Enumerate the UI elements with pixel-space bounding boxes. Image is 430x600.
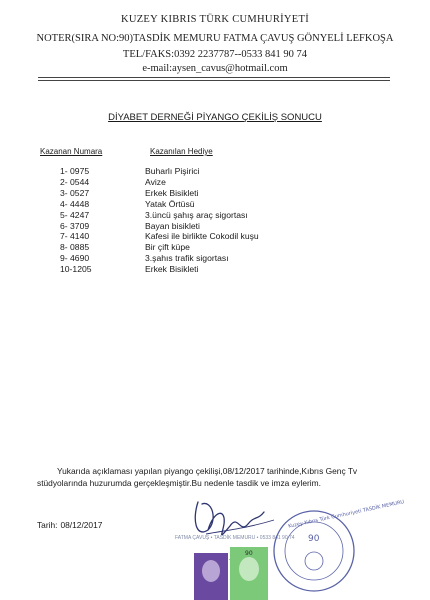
prize-name: Erkek Bisikleti <box>145 187 199 198</box>
prize-name: Kafesi ile birlikte Cokodil kuşu <box>145 231 259 242</box>
paragraph-line: Yukarıda açıklaması yapılan piyango çekilişi,08/12/2017 tarihinde,Kıbrıs Genç Tv <box>57 466 358 476</box>
document-date <box>37 520 102 530</box>
winning-number: 2- 0544 <box>60 176 90 187</box>
document-title: DİYABET DERNEĞİ PİYANGO ÇEKİLİŞ SONUCU <box>108 112 322 123</box>
seal-number: 90 <box>308 534 320 544</box>
fiscal-stamps <box>194 545 274 600</box>
winning-number: 7- 4140 <box>60 231 90 242</box>
date-label: Tarih: <box>37 520 58 530</box>
winning-number: 5- 4247 <box>60 209 90 220</box>
prize-name: Avize <box>145 176 166 187</box>
certification-paragraph <box>37 465 397 489</box>
winning-number: 4- 4448 <box>60 198 90 209</box>
column-header-number: Kazanan Numara <box>40 147 103 156</box>
letterhead-divider <box>38 77 390 78</box>
fiscal-stamp-number: 90 <box>245 550 253 557</box>
winning-number: 8- 0885 <box>60 242 90 253</box>
winning-number: 1- 0975 <box>60 166 90 176</box>
winning-number: 9- 4690 <box>60 253 90 264</box>
prize-name: Bayan bisikleti <box>145 220 200 231</box>
letterhead-notary: NOTER(SIRA NO:90)TASDİK MEMURU FATMA ÇAVUŞ GÖNYELİ LEFKOŞA <box>36 33 394 44</box>
prize-name: 3.şahıs trafik sigortası <box>145 253 229 264</box>
letterhead-country: KUZEY KIBRIS TÜRK CUMHURİYETİ <box>120 14 310 25</box>
letterhead-email: e-mail:aysen_cavus@hotmail.com <box>142 63 288 74</box>
date-value: 08/12/2017 <box>60 520 103 530</box>
winning-number: 6- 3709 <box>60 220 90 231</box>
prize-name: Bir çift küpe <box>145 242 190 253</box>
letterhead-divider <box>38 80 390 81</box>
prize-name: 3.üncü şahış araç sigortası <box>145 209 248 220</box>
letterhead-phone: TEL/FAKS:0392 2237787--0533 841 90 74 <box>122 49 308 60</box>
notary-stamp: FATMA ÇAVUŞ • TASDİK MEMURU • 0533 841 90 74 <box>175 535 295 541</box>
prize-name: Yatak Örtüsü <box>145 198 195 209</box>
prize-name: Erkek Bisikleti <box>145 264 199 275</box>
notary-seal <box>266 499 405 599</box>
winning-number: 3- 0527 <box>60 187 90 198</box>
prize-name: Buharlı Pişirici <box>145 166 200 176</box>
seal-text: Kuzey Kıbrıs Türk Cumhuriyeti TASDİK MEMURU <box>287 499 405 530</box>
paragraph-line: stüdyolarında huzurumda gerçekleşmiştir.Bu nedenle tasdik ve imza eylerim. <box>37 478 321 488</box>
winning-number: 10-1205 <box>60 264 92 275</box>
column-header-gift: Kazanılan Hediye <box>150 147 213 156</box>
